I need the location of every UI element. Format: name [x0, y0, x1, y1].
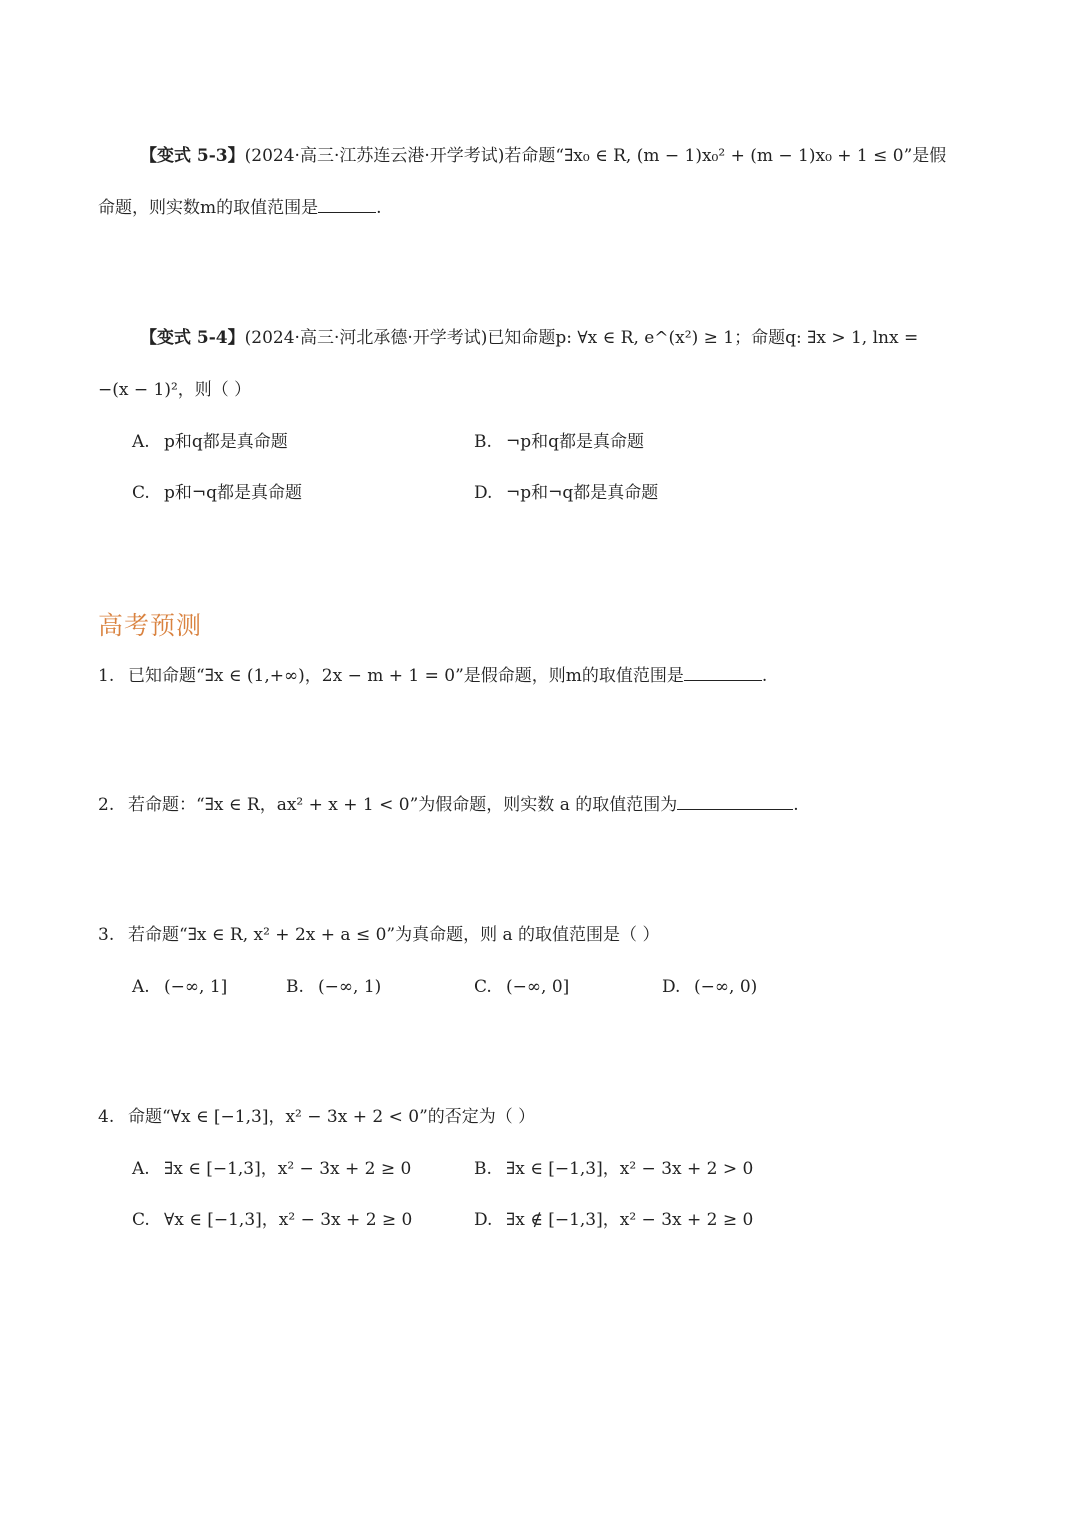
variant-5-4-line2 [98, 378, 251, 402]
option-text: ∃x ∉ [−1,3]，x² − 3x + 2 ≥ 0 [506, 1210, 754, 1230]
option-a [132, 1157, 411, 1181]
variant-5-3-line2: 命题，则实数m的取值范围是 . [98, 198, 382, 218]
option-text: ∃x ∈ [−1,3]，x² − 3x + 2 > 0 [506, 1159, 754, 1179]
answer-blank [318, 198, 376, 213]
variant-source: (2024·高三·河北承德·开学考试) [244, 328, 488, 348]
option-label: A. [132, 977, 150, 997]
option-text: ¬p和¬q都是真命题 [506, 483, 659, 503]
option-text: (−∞, 1] [164, 977, 228, 997]
option-c [474, 975, 569, 999]
variant-5-3-line1 [140, 144, 946, 168]
option-b [286, 975, 381, 999]
option-label: A. [132, 1159, 150, 1179]
option-label: C. [474, 977, 492, 997]
option-c [132, 481, 302, 505]
option-b [474, 430, 644, 454]
option-label: B. [286, 977, 304, 997]
option-label: B. [474, 1159, 492, 1179]
question-number: 1. [98, 666, 115, 686]
question-text: 若命题：“∃x ∈ R，ax² + x + 1 < 0”为假命题，则实数 a 的取值范围为 [128, 795, 678, 815]
option-label: D. [474, 483, 493, 503]
question-2: 2. 若命题：“∃x ∈ R，ax² + x + 1 < 0”为假命题，则实数 a 的取值范围为 . [98, 795, 799, 815]
question-text: 命题“∀x ∈ [−1,3]，x² − 3x + 2 < 0”的否定为（ ） [128, 1107, 536, 1127]
section-title: 高考预测 [98, 611, 203, 640]
variant-question-text: −(x − 1)²，则（ ） [98, 380, 252, 400]
question-number: 2. [98, 795, 115, 815]
option-c [132, 1208, 412, 1232]
answer-blank [677, 795, 793, 810]
option-label: B. [474, 432, 492, 452]
variant-question-text: 命题，则实数m的取值范围是 [98, 198, 319, 218]
option-text: p和¬q都是真命题 [164, 483, 303, 503]
option-text: (−∞, 0) [694, 977, 758, 997]
question-number: 4. [98, 1107, 115, 1127]
option-label: A. [132, 432, 150, 452]
option-b [474, 1157, 753, 1181]
variant-tag: 【变式 5-3】 [140, 146, 245, 166]
option-text: ∀x ∈ [−1,3]，x² − 3x + 2 ≥ 0 [164, 1210, 413, 1230]
option-text: ¬p和q都是真命题 [506, 432, 645, 452]
question-text: 已知命题“∃x ∈ (1,+∞)，2x − m + 1 = 0”是假命题，则m的取值范围是 [128, 666, 684, 686]
variant-5-4-line1 [140, 326, 918, 350]
option-label: D. [474, 1210, 493, 1230]
option-label: C. [132, 1210, 150, 1230]
option-text: ∃x ∈ [−1,3]，x² − 3x + 2 ≥ 0 [164, 1159, 412, 1179]
question-4 [98, 1105, 535, 1129]
question-text: 若命题“∃x ∈ R, x² + 2x + a ≤ 0”为真命题，则 a 的取值范围是（ ） [128, 925, 660, 945]
variant-source: (2024·高三·江苏连云港·开学考试) [244, 146, 505, 166]
option-d [474, 481, 658, 505]
question-3 [98, 923, 659, 947]
question-number: 3. [98, 925, 115, 945]
option-d [662, 975, 757, 999]
option-a [132, 430, 288, 454]
variant-question-text: 已知命题p: ∀x ∈ R, e^(x²) ≥ 1；命题q: ∃x > 1, lnx = [487, 328, 919, 348]
option-label: C. [132, 483, 150, 503]
option-text: (−∞, 0] [506, 977, 570, 997]
question-1: 1. 已知命题“∃x ∈ (1,+∞)，2x − m + 1 = 0”是假命题，则m的取值范围是 . [98, 666, 768, 686]
answer-blank [684, 666, 762, 681]
option-text: p和q都是真命题 [164, 432, 288, 452]
variant-question-text: 若命题“∃x₀ ∈ R, (m − 1)x₀² + (m − 1)x₀ + 1 ≤ 0”是假 [504, 146, 947, 166]
variant-tag: 【变式 5-4】 [140, 328, 245, 348]
option-text: (−∞, 1) [318, 977, 382, 997]
option-label: D. [662, 977, 681, 997]
option-a [132, 975, 227, 999]
option-d [474, 1208, 753, 1232]
